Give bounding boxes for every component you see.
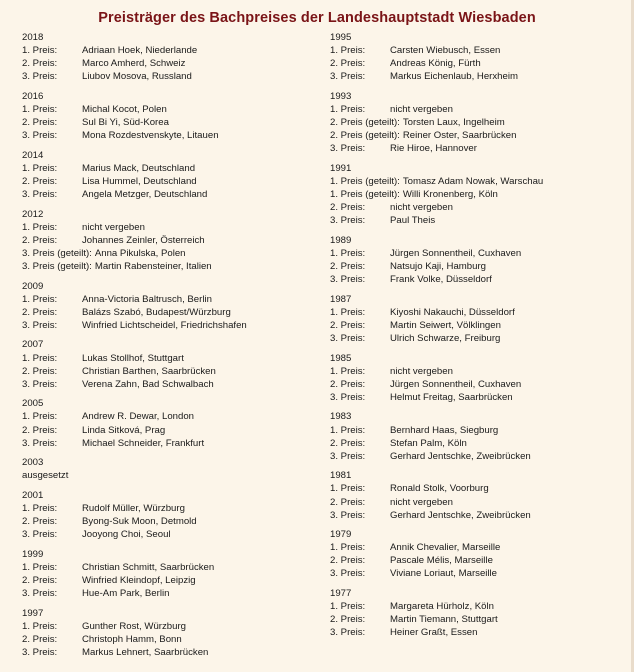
prize-rank: 2. Preis: bbox=[22, 633, 58, 645]
prize-winner: Reiner Oster, Saarbrücken bbox=[402, 130, 517, 142]
prize-winner: Winfried Lichtscheidel, Friedrichshafen bbox=[82, 319, 247, 331]
prize-winner: Gunther Rost, Würzburg bbox=[82, 620, 186, 632]
prize-entry bbox=[330, 103, 630, 116]
prize-winner: nicht vergeben bbox=[390, 365, 453, 377]
year-heading: 1981 bbox=[330, 470, 352, 482]
year-heading: 1977 bbox=[330, 588, 352, 600]
prize-entry bbox=[22, 44, 322, 57]
prize-entry bbox=[22, 162, 322, 175]
prize-entry bbox=[330, 450, 630, 463]
year-heading: 1993 bbox=[330, 90, 352, 102]
prize-winner: Michael Schneider, Frankfurt bbox=[82, 437, 205, 449]
prize-rank: 2. Preis: bbox=[22, 306, 58, 318]
prize-rank: 1. Preis: bbox=[22, 620, 58, 632]
year-block bbox=[330, 410, 630, 462]
prize-winner: Willi Kronenberg, Köln bbox=[402, 189, 498, 201]
prize-winner: Heiner Graßt, Essen bbox=[390, 627, 478, 639]
prize-entry bbox=[22, 424, 322, 437]
prize-winner: Margareta Hürholz, Köln bbox=[390, 601, 494, 613]
prize-entry bbox=[22, 410, 322, 423]
year-block bbox=[22, 90, 322, 142]
prize-winner: Johannes Zeinler, Österreich bbox=[82, 234, 205, 246]
prize-entry bbox=[22, 633, 322, 646]
year-heading: 2016 bbox=[22, 90, 44, 102]
prize-entry bbox=[22, 528, 322, 541]
prize-rank: 3. Preis (geteilt): bbox=[22, 261, 92, 272]
prize-rank: 3. Preis: bbox=[330, 332, 366, 344]
right-column bbox=[330, 31, 630, 646]
year-block bbox=[330, 587, 630, 639]
prize-winner: Frank Volke, Düsseldorf bbox=[390, 274, 492, 286]
prize-winner: Liubov Mosova, Russland bbox=[82, 71, 192, 83]
prize-entry bbox=[22, 352, 322, 365]
prize-rank: 2. Preis: bbox=[330, 261, 366, 272]
prize-entry bbox=[330, 273, 630, 286]
year-block bbox=[22, 607, 322, 659]
prize-rank: 1. Preis: bbox=[22, 561, 58, 573]
prize-entry bbox=[330, 437, 630, 450]
year-block bbox=[22, 31, 322, 83]
prize-rank: 3. Preis: bbox=[22, 437, 58, 449]
prize-rank: 2. Preis: bbox=[22, 175, 58, 187]
prize-rank: 2. Preis: bbox=[330, 555, 366, 567]
prize-entry bbox=[330, 175, 630, 188]
year-block bbox=[330, 90, 630, 155]
prize-entry bbox=[330, 482, 630, 495]
prize-winner: nicht vergeben bbox=[390, 202, 453, 214]
year-heading: 2005 bbox=[22, 398, 44, 410]
prize-entry bbox=[330, 44, 630, 57]
prize-entry bbox=[330, 365, 630, 378]
prize-winner: Lukas Stollhof, Stuttgart bbox=[82, 352, 184, 364]
prize-rank: 2. Preis: bbox=[22, 516, 58, 528]
prize-winner: Verena Zahn, Bad Schwalbach bbox=[82, 378, 214, 390]
prize-entry bbox=[22, 247, 322, 260]
prize-rank: 2. Preis: bbox=[22, 117, 58, 129]
prize-entry bbox=[330, 214, 630, 227]
prize-entry bbox=[330, 260, 630, 273]
prize-rank: 1. Preis: bbox=[330, 247, 366, 259]
prize-rank: 1. Preis: bbox=[22, 293, 58, 305]
prize-entry bbox=[22, 378, 322, 391]
year-heading: 2018 bbox=[22, 32, 44, 43]
prize-winner: Helmut Freitag, Saarbrücken bbox=[390, 391, 513, 403]
prize-winner: Martin Rabensteiner, Italien bbox=[94, 261, 212, 272]
prize-winner: nicht vergeben bbox=[390, 103, 453, 115]
prize-entry bbox=[22, 221, 322, 234]
prize-rank: 1. Preis: bbox=[330, 542, 366, 554]
prize-winner: Ulrich Schwarze, Freiburg bbox=[390, 332, 501, 344]
year-block bbox=[330, 293, 630, 345]
prize-winner: Tomasz Adam Nowak, Warschau bbox=[402, 175, 544, 187]
prize-rank: 1. Preis (geteilt): bbox=[330, 189, 400, 201]
prize-entry bbox=[330, 70, 630, 83]
prize-winner: Viviane Loriaut, Marseille bbox=[390, 568, 498, 580]
prize-entry bbox=[22, 70, 322, 83]
prize-entry bbox=[22, 587, 322, 600]
year-heading: 2003 bbox=[22, 457, 44, 469]
prize-winner: Christian Barthen, Saarbrücken bbox=[82, 365, 216, 377]
prize-winner: Pascale Mélis, Marseille bbox=[390, 555, 493, 567]
prize-rank: 1. Preis: bbox=[330, 601, 366, 613]
prize-entry bbox=[22, 515, 322, 528]
year-heading: 1997 bbox=[22, 607, 44, 619]
year-heading: 1991 bbox=[330, 162, 352, 174]
year-block bbox=[22, 548, 322, 600]
prize-entry bbox=[22, 175, 322, 188]
prize-winner: Stefan Palm, Köln bbox=[390, 437, 467, 449]
prize-winner: Christian Schmitt, Saarbrücken bbox=[82, 561, 215, 573]
prize-entry bbox=[330, 626, 630, 639]
prize-rank: 2. Preis: bbox=[22, 424, 58, 436]
prize-rank: 3. Preis: bbox=[22, 130, 58, 142]
prize-entry bbox=[22, 260, 322, 273]
prize-entry bbox=[22, 365, 322, 378]
prize-rank: 1. Preis: bbox=[22, 221, 58, 233]
prize-winner: Annik Chevalier, Marseille bbox=[390, 542, 501, 554]
prize-entry bbox=[330, 378, 630, 391]
year-heading: 1983 bbox=[330, 411, 352, 423]
prize-entry bbox=[330, 129, 630, 142]
prize-entry bbox=[22, 319, 322, 332]
prize-entry bbox=[330, 541, 630, 554]
prize-entry bbox=[22, 103, 322, 116]
prize-entry bbox=[330, 496, 630, 509]
prize-entry bbox=[22, 188, 322, 201]
year-block bbox=[330, 234, 630, 286]
prize-winner: Martin Seiwert, Völklingen bbox=[390, 319, 501, 331]
prize-rank: 3. Preis (geteilt): bbox=[22, 247, 92, 259]
prize-rank: 3. Preis: bbox=[330, 568, 366, 580]
year-block bbox=[22, 149, 322, 201]
prize-entry bbox=[330, 509, 630, 522]
prize-winner: Lisa Hummel, Deutschland bbox=[82, 175, 197, 187]
prize-entry bbox=[330, 188, 630, 201]
prize-winner: Adriaan Hoek, Niederlande bbox=[82, 45, 198, 57]
year-block bbox=[330, 528, 630, 580]
year-heading: 1987 bbox=[330, 293, 352, 305]
prize-entry bbox=[22, 437, 322, 450]
year-heading: 2009 bbox=[22, 280, 44, 292]
prize-rank: 3. Preis: bbox=[22, 71, 58, 83]
left-column bbox=[22, 31, 322, 666]
prize-rank: 3. Preis: bbox=[22, 646, 58, 658]
prize-rank: 2. Preis: bbox=[22, 574, 58, 586]
prize-entry bbox=[22, 234, 322, 247]
prize-winner: Christoph Hamm, Bonn bbox=[82, 633, 182, 645]
year-heading: 2014 bbox=[22, 149, 44, 161]
prize-rank: 1. Preis: bbox=[22, 103, 58, 115]
prize-winner: Jürgen Sonnentheil, Cuxhaven bbox=[390, 247, 522, 259]
prize-winner: Sul Bi Yi, Süd-Korea bbox=[82, 117, 169, 129]
prize-rank: 3. Preis: bbox=[330, 627, 366, 639]
prize-rank: 1. Preis: bbox=[330, 306, 366, 318]
prize-entry bbox=[330, 613, 630, 626]
prize-winner: nicht vergeben bbox=[390, 496, 453, 508]
year-heading: 2001 bbox=[22, 489, 44, 501]
prize-winner: Balázs Szabó, Budapest/Würzburg bbox=[82, 306, 231, 318]
prize-entry bbox=[22, 293, 322, 306]
page-title: Preisträger des Bachpreises der Landeshauptstadt Wiesbaden bbox=[98, 10, 536, 26]
year-heading: 1979 bbox=[330, 529, 352, 541]
prize-winner: Linda Sitková, Prag bbox=[82, 424, 166, 436]
prize-rank: 2. Preis: bbox=[330, 202, 366, 214]
year-heading: 2012 bbox=[22, 208, 44, 220]
prize-rank: 3. Preis: bbox=[330, 450, 366, 462]
prize-rank: 3. Preis: bbox=[330, 143, 366, 155]
prize-rank: 3. Preis: bbox=[22, 588, 58, 600]
prize-entry bbox=[330, 319, 630, 332]
prize-winner: Markus Eichenlaub, Herxheim bbox=[390, 71, 518, 83]
prize-winner: Anna-Victoria Baltrusch, Berlin bbox=[82, 293, 212, 305]
prize-entry bbox=[330, 567, 630, 580]
prize-entry bbox=[22, 129, 322, 142]
prize-entry bbox=[330, 116, 630, 129]
prize-winner: Byong-Suk Moon, Detmold bbox=[82, 516, 197, 528]
prize-rank: 2. Preis (geteilt): bbox=[330, 117, 400, 129]
prize-rank: 2. Preis: bbox=[22, 58, 58, 70]
prize-entry bbox=[22, 646, 322, 659]
year-heading: 1985 bbox=[330, 352, 352, 364]
prize-winner: Bernhard Haas, Siegburg bbox=[390, 424, 499, 436]
prize-winner: Rudolf Müller, Würzburg bbox=[82, 503, 185, 514]
prize-entry bbox=[330, 600, 630, 613]
prize-entry bbox=[22, 306, 322, 319]
prize-winner: Martin Tiemann, Stuttgart bbox=[390, 614, 498, 626]
prize-rank: 3. Preis: bbox=[22, 529, 58, 541]
prize-entry bbox=[330, 142, 630, 155]
prize-entry bbox=[22, 469, 322, 482]
prize-entry bbox=[22, 116, 322, 129]
prize-rank: 1. Preis (geteilt): bbox=[330, 175, 400, 187]
prize-entry bbox=[22, 574, 322, 587]
prize-winner: Anna Pikulska, Polen bbox=[94, 247, 186, 259]
prize-winner: Torsten Laux, Ingelheim bbox=[402, 117, 505, 129]
prize-rank: 2. Preis: bbox=[330, 437, 366, 449]
prize-rank: 2. Preis: bbox=[22, 365, 58, 377]
prize-rank: 1. Preis: bbox=[22, 45, 58, 57]
year-block bbox=[330, 162, 630, 227]
prize-rank: 2. Preis (geteilt): bbox=[330, 130, 400, 142]
prize-winner: Kiyoshi Nakauchi, Düsseldorf bbox=[390, 306, 515, 318]
year-heading: 2007 bbox=[22, 339, 44, 351]
prize-rank: 1. Preis: bbox=[22, 503, 58, 514]
prize-winner: Gerhard Jentschke, Zweibrücken bbox=[390, 450, 531, 462]
prize-rank: 2. Preis: bbox=[330, 319, 366, 331]
prize-rank: 2. Preis: bbox=[330, 378, 366, 390]
prize-entry bbox=[330, 424, 630, 437]
prize-rank: 1. Preis: bbox=[330, 424, 366, 436]
prize-rank: 3. Preis: bbox=[330, 215, 366, 227]
prize-winner: Andrew R. Dewar, London bbox=[82, 411, 194, 423]
prize-winner: Marco Amherd, Schweiz bbox=[82, 58, 186, 70]
year-block bbox=[22, 280, 322, 332]
prize-winner: Marius Mack, Deutschland bbox=[82, 162, 196, 174]
prize-winner: Natsujo Kaji, Hamburg bbox=[390, 261, 486, 272]
prize-rank: 2. Preis: bbox=[330, 614, 366, 626]
prize-entry bbox=[330, 306, 630, 319]
prize-winner: Markus Lehnert, Saarbrücken bbox=[82, 646, 209, 658]
prize-entry bbox=[22, 57, 322, 70]
prize-winner: Jürgen Sonnentheil, Cuxhaven bbox=[390, 378, 522, 390]
prize-rank: 3. Preis: bbox=[22, 319, 58, 331]
prize-rank: 3. Preis: bbox=[330, 71, 366, 83]
prize-rank: 3. Preis: bbox=[330, 391, 366, 403]
year-block bbox=[330, 31, 630, 83]
prize-winner: Michal Kocot, Polen bbox=[82, 103, 167, 115]
prize-entry bbox=[330, 247, 630, 260]
year-block bbox=[22, 338, 322, 390]
prize-rank: 1. Preis: bbox=[330, 103, 366, 115]
prize-rank: 1. Preis: bbox=[22, 162, 58, 174]
year-heading: 1995 bbox=[330, 32, 352, 43]
prize-rank: 3. Preis: bbox=[330, 274, 366, 286]
prize-entry bbox=[330, 201, 630, 214]
prize-entry bbox=[22, 620, 322, 633]
prize-winner: Mona Rozdestvenskyte, Litauen bbox=[82, 130, 219, 142]
prize-rank: 3. Preis: bbox=[22, 189, 58, 201]
prize-rank: 2. Preis: bbox=[330, 496, 366, 508]
prize-winner: Ronald Stolk, Voorburg bbox=[390, 483, 489, 495]
prize-rank: 2. Preis: bbox=[22, 234, 58, 246]
prize-entry bbox=[22, 502, 322, 515]
prize-rank: 2. Preis: bbox=[330, 58, 366, 70]
year-block bbox=[22, 208, 322, 273]
prize-rank: 1. Preis: bbox=[330, 45, 366, 57]
year-block bbox=[22, 456, 322, 482]
prize-winner: nicht vergeben bbox=[82, 221, 145, 233]
prize-rank: 1. Preis: bbox=[22, 352, 58, 364]
year-block bbox=[330, 352, 630, 404]
prize-winner: Gerhard Jentschke, Zweibrücken bbox=[390, 509, 531, 521]
prize-winner: Angela Metzger, Deutschland bbox=[82, 189, 208, 201]
prize-winner: Andreas König, Fürth bbox=[390, 58, 481, 70]
year-block bbox=[330, 469, 630, 521]
prize-rank: 1. Preis: bbox=[330, 365, 366, 377]
prize-rank: 1. Preis: bbox=[22, 411, 58, 423]
prize-winner: Jooyong Choi, Seoul bbox=[82, 529, 171, 541]
prize-winner: Hue-Am Park, Berlin bbox=[82, 588, 170, 600]
prize-entry bbox=[330, 391, 630, 404]
year-heading: 1989 bbox=[330, 234, 352, 246]
prize-winner: Carsten Wiebusch, Essen bbox=[390, 45, 501, 57]
prize-winner: Winfried Kleindopf, Leipzig bbox=[82, 574, 196, 586]
year-heading: 1999 bbox=[22, 548, 44, 560]
prize-entry bbox=[330, 57, 630, 70]
prize-winner: Rie Hiroe, Hannover bbox=[390, 143, 477, 155]
prize-rank: 3. Preis: bbox=[22, 378, 58, 390]
year-block bbox=[22, 489, 322, 541]
prize-winner: Paul Theis bbox=[390, 215, 436, 227]
prize-rank: ausgesetzt bbox=[22, 470, 69, 482]
prize-entry bbox=[330, 332, 630, 345]
prize-entry bbox=[22, 561, 322, 574]
prize-rank: 3. Preis: bbox=[330, 509, 366, 521]
prize-rank: 1. Preis: bbox=[330, 483, 366, 495]
prize-entry bbox=[330, 554, 630, 567]
year-block bbox=[22, 397, 322, 449]
